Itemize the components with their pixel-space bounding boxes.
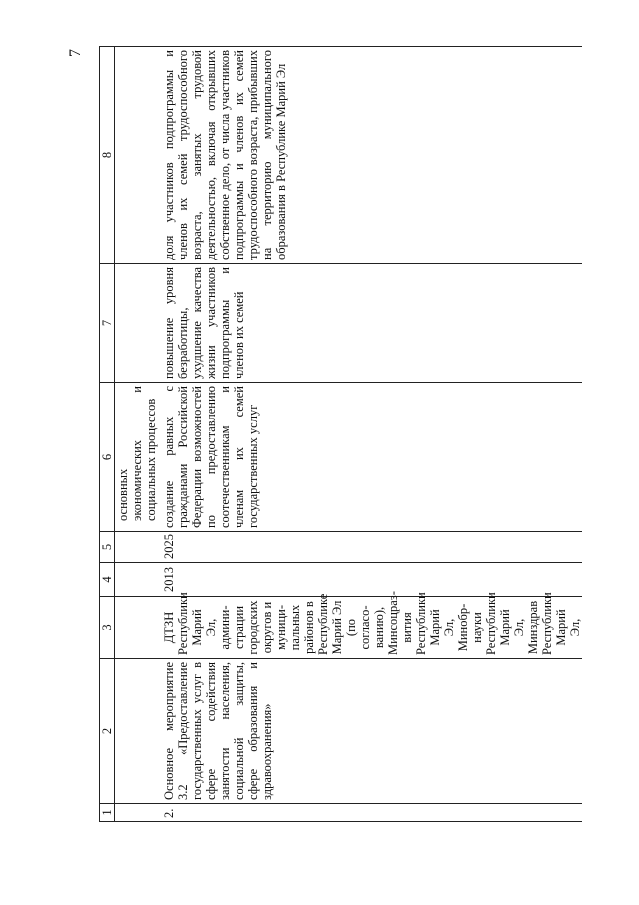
activity-name-cell: Основное мероприятие 3.2 «Предоставление государственных услуг в сфере содействия занятости населения, социальной защиты, сфере образования и здравоохранения» <box>161 659 582 804</box>
col-header-5: 5 <box>100 532 115 563</box>
expected-result-cell: создание равных с гражданами Российской Федерации возможностей по предоставлению соотечественникам и членам их семей государственных услуг <box>161 383 582 532</box>
col-header-2: 2 <box>100 659 115 804</box>
continuation-row <box>115 47 161 822</box>
rotated-page-content <box>99 47 582 822</box>
col-header-3: 3 <box>100 597 115 659</box>
col-header-8: 8 <box>100 47 115 264</box>
non-implementation-consequences-cell: повышение уровня безработицы, ухудшение качества жизни участников подпрограммы и членов их семей <box>161 264 582 383</box>
indicator-cell: доля участников подпрограммы и членов их семей трудоспособного возраста, занятых трудовой деятельностью, включая открывших собственное дело, от числа участников подпрограммы и членов их семей трудоспособного возраста, прибывших на территорию муниципального образования в Республике Марий Эл <box>161 47 582 264</box>
continuation-cell-6: основных экономических и социальных процессов <box>115 383 161 532</box>
program-table <box>99 46 582 822</box>
col-header-1: 1 <box>100 804 115 822</box>
column-number-row <box>100 47 115 822</box>
col-header-7: 7 <box>100 264 115 383</box>
responsible-executor-cell: ДТЗН Республики Марий Эл, админи- страции городских округов и муници- пальных районов в Республике Марий Эл (по согласо- ванию), Минсоцраз- вития Республики Марий Эл, Минобр- науки Республики Марий Эл, Минздрав Республики Марий Эл, <box>161 597 582 659</box>
table-row <box>161 47 582 822</box>
page-number: 7 <box>67 49 84 57</box>
start-year-cell: 2013 <box>161 563 582 597</box>
col-header-6: 6 <box>100 383 115 532</box>
end-year-cell: 2025 <box>161 532 582 563</box>
row-number-cell: 2. <box>161 804 582 822</box>
col-header-4: 4 <box>100 563 115 597</box>
